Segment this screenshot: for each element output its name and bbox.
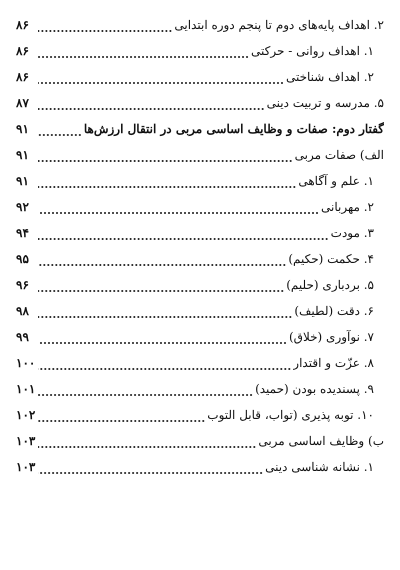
toc-entry-page: ۹۱: [16, 122, 29, 136]
toc-section-heading: [16, 112, 384, 138]
toc-entry-title: ۹. پسندیده بودن (حمید): [255, 382, 374, 396]
toc-entry-title: ب) وظایف اساسی مربی: [258, 434, 384, 448]
toc-entry-page: ۸۶: [16, 18, 29, 32]
toc-entry: [16, 294, 384, 320]
dot-leader: [38, 328, 287, 346]
toc-entry-page: ۸۶: [16, 44, 29, 58]
toc-entry-page: ۹۱: [16, 174, 29, 188]
toc-entry-title: گفتار دوم: صفات و وظایف اساسی مربی در انتقال ارزش‌ها: [83, 122, 384, 136]
toc-entry-page: ۹۸: [16, 304, 29, 318]
toc-entry: [16, 346, 384, 372]
dot-leader: [38, 68, 284, 86]
toc-entry-page: ۱۰۱: [16, 382, 36, 396]
toc-entry-title: ۷. نوآوری (خلاق): [288, 330, 374, 344]
dot-leader: [38, 146, 293, 164]
dot-leader: [38, 16, 172, 34]
dot-leader: [38, 354, 291, 372]
toc-entry: [16, 320, 384, 346]
toc-entry-title: ۲. مهربانی: [321, 200, 374, 214]
dot-leader: [38, 406, 205, 424]
toc-entry: [16, 60, 384, 86]
dot-leader: [38, 42, 249, 60]
toc-entry-page: ۹۹: [16, 330, 29, 344]
toc-entry: [16, 190, 384, 216]
toc-entry: [16, 216, 384, 242]
toc-entry-page: ۸۷: [16, 96, 29, 110]
toc-entry: [16, 34, 384, 60]
toc-entry-title: ۶. دقت (لطیف): [294, 304, 374, 318]
toc-entry: [16, 398, 384, 424]
dot-leader: [38, 224, 329, 242]
toc-entry: [16, 8, 384, 34]
toc-entry-title: ۲. اهداف شناختی: [285, 70, 374, 84]
toc-entry-title: ۲. اهداف پایه‌های دوم تا پنجم دوره ابتدایی: [174, 18, 384, 32]
toc-entry: [16, 164, 384, 190]
toc-entry-page: ۱۰۳: [16, 460, 36, 474]
toc-entry-title: ۴. حکمت (حکیم): [288, 252, 374, 266]
dot-leader: [38, 458, 263, 476]
dot-leader: [38, 172, 296, 190]
toc-entry-page: ۹۱: [16, 148, 29, 162]
toc-entry-page: ۸۶: [16, 70, 29, 84]
toc-entry-page: ۹۴: [16, 226, 29, 240]
toc-entry-page: ۹۵: [16, 252, 29, 266]
toc-entry-title: ۵. مدرسه و تربیت دینی: [266, 96, 384, 110]
toc-entry-title: ۱۰. توبه پذیری (تواب، قابل التوب: [207, 408, 374, 422]
dot-leader: [38, 380, 253, 398]
table-of-contents: [16, 8, 384, 476]
toc-entry: [16, 86, 384, 112]
dot-leader: [38, 120, 82, 138]
toc-entry-title: ۵. بردباری (حلیم): [286, 278, 374, 292]
dot-leader: [38, 250, 286, 268]
toc-entry-page: ۱۰۲: [16, 408, 36, 422]
toc-entry: [16, 268, 384, 294]
toc-entry-title: ۱. علم و آگاهی: [298, 174, 374, 188]
dot-leader: [38, 198, 319, 216]
toc-entry-title: ۱. اهداف روانی - حرکتی: [251, 44, 374, 58]
toc-entry: [16, 450, 384, 476]
toc-entry: [16, 372, 384, 398]
toc-entry-title: ۸. عزّت و اقتدار: [293, 356, 374, 370]
toc-entry: [16, 424, 384, 450]
toc-entry-page: ۹۶: [16, 278, 29, 292]
toc-entry-title: الف) صفات مربی: [294, 148, 384, 162]
dot-leader: [38, 302, 292, 320]
dot-leader: [38, 94, 265, 112]
toc-entry: [16, 138, 384, 164]
toc-entry: [16, 242, 384, 268]
toc-entry-title: ۳. مودت: [330, 226, 374, 240]
toc-entry-page: ۱۰۳: [16, 434, 36, 448]
toc-entry-page: ۹۲: [16, 200, 29, 214]
dot-leader: [38, 276, 284, 294]
toc-entry-title: ۱. نشانه شناسی دینی: [265, 460, 374, 474]
dot-leader: [38, 432, 256, 450]
toc-entry-page: ۱۰۰: [16, 356, 36, 370]
